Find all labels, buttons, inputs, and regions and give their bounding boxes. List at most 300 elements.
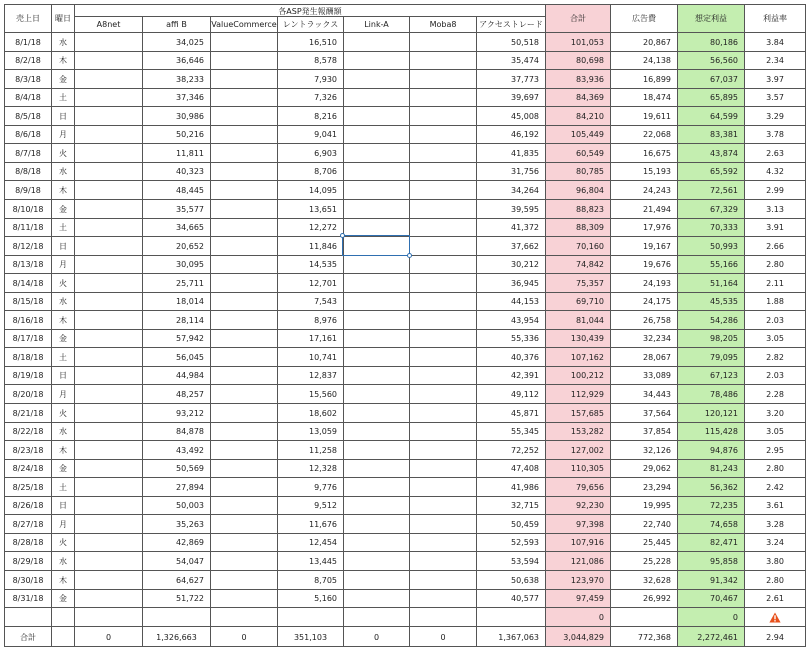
table-cell[interactable]	[610, 514, 677, 533]
table-cell[interactable]	[4, 236, 51, 255]
total-cell[interactable]	[4, 626, 51, 647]
table-cell[interactable]	[4, 477, 51, 496]
table-cell[interactable]	[744, 440, 806, 459]
table-cell[interactable]	[51, 422, 74, 440]
table-cell[interactable]	[476, 310, 545, 329]
table-cell[interactable]	[545, 607, 610, 626]
table-cell[interactable]	[142, 366, 210, 384]
table-cell[interactable]	[51, 199, 74, 218]
table-cell[interactable]	[210, 422, 277, 440]
table-cell[interactable]	[210, 496, 277, 514]
table-cell[interactable]	[545, 533, 610, 551]
table-cell[interactable]	[142, 422, 210, 440]
table-cell[interactable]	[51, 125, 74, 143]
table-cell[interactable]	[677, 422, 744, 440]
table-cell[interactable]	[545, 199, 610, 218]
table-cell[interactable]	[277, 440, 343, 459]
table-cell[interactable]	[677, 125, 744, 143]
table-cell[interactable]	[4, 32, 51, 51]
table-cell[interactable]	[51, 255, 74, 273]
table-cell[interactable]	[610, 329, 677, 347]
table-cell[interactable]	[476, 255, 545, 273]
table-cell[interactable]	[142, 459, 210, 477]
table-cell[interactable]	[677, 589, 744, 607]
table-cell[interactable]	[277, 607, 343, 626]
table-cell[interactable]	[51, 236, 74, 255]
table-cell[interactable]	[409, 477, 476, 496]
table-cell[interactable]	[610, 347, 677, 366]
table-cell[interactable]	[210, 551, 277, 570]
table-cell[interactable]	[142, 551, 210, 570]
total-cell[interactable]	[210, 626, 277, 647]
table-cell[interactable]	[51, 51, 74, 69]
table-cell[interactable]	[476, 143, 545, 162]
table-cell[interactable]	[409, 514, 476, 533]
table-cell[interactable]	[343, 384, 409, 403]
table-cell[interactable]	[4, 218, 51, 236]
table-cell[interactable]	[476, 51, 545, 69]
table-cell[interactable]	[4, 459, 51, 477]
table-cell[interactable]	[74, 32, 142, 51]
table-cell[interactable]	[51, 32, 74, 51]
table-cell[interactable]	[610, 218, 677, 236]
total-cell[interactable]	[545, 626, 610, 647]
table-cell[interactable]	[677, 180, 744, 199]
total-cell[interactable]	[409, 626, 476, 647]
table-cell[interactable]	[74, 310, 142, 329]
total-cell[interactable]	[343, 626, 409, 647]
table-cell[interactable]	[277, 106, 343, 125]
table-cell[interactable]	[210, 477, 277, 496]
table-cell[interactable]	[343, 88, 409, 106]
table-cell[interactable]	[476, 88, 545, 106]
table-cell[interactable]	[545, 514, 610, 533]
table-cell[interactable]	[545, 106, 610, 125]
table-cell[interactable]	[343, 32, 409, 51]
table-cell[interactable]	[476, 273, 545, 292]
table-cell[interactable]	[51, 403, 74, 422]
table-cell[interactable]	[545, 589, 610, 607]
table-cell[interactable]	[545, 51, 610, 69]
table-cell[interactable]	[545, 88, 610, 106]
table-cell[interactable]	[744, 292, 806, 310]
table-cell[interactable]	[210, 69, 277, 88]
table-cell[interactable]	[476, 551, 545, 570]
table-cell[interactable]	[610, 440, 677, 459]
table-cell[interactable]	[545, 384, 610, 403]
table-cell[interactable]	[476, 218, 545, 236]
table-cell[interactable]	[476, 32, 545, 51]
table-cell[interactable]	[343, 199, 409, 218]
table-cell[interactable]	[343, 347, 409, 366]
table-cell[interactable]	[744, 607, 806, 626]
table-cell[interactable]	[476, 422, 545, 440]
table-cell[interactable]	[610, 589, 677, 607]
table-cell[interactable]	[409, 255, 476, 273]
table-cell[interactable]	[610, 292, 677, 310]
table-cell[interactable]	[74, 51, 142, 69]
table-cell[interactable]	[4, 143, 51, 162]
table-cell[interactable]	[277, 422, 343, 440]
table-cell[interactable]	[677, 199, 744, 218]
table-cell[interactable]	[677, 88, 744, 106]
table-cell[interactable]	[4, 533, 51, 551]
table-cell[interactable]	[210, 459, 277, 477]
table-cell[interactable]	[74, 143, 142, 162]
table-cell[interactable]	[610, 32, 677, 51]
table-cell[interactable]	[409, 329, 476, 347]
table-cell[interactable]	[343, 477, 409, 496]
table-cell[interactable]	[277, 69, 343, 88]
table-cell[interactable]	[74, 347, 142, 366]
table-cell[interactable]	[677, 570, 744, 589]
table-cell[interactable]	[409, 69, 476, 88]
selected-cell[interactable]	[342, 235, 410, 256]
table-cell[interactable]	[409, 51, 476, 69]
table-cell[interactable]	[142, 32, 210, 51]
table-cell[interactable]	[142, 440, 210, 459]
table-cell[interactable]	[210, 125, 277, 143]
table-cell[interactable]	[277, 255, 343, 273]
table-cell[interactable]	[744, 180, 806, 199]
table-cell[interactable]	[343, 162, 409, 180]
table-cell[interactable]	[744, 570, 806, 589]
table-cell[interactable]	[277, 273, 343, 292]
table-cell[interactable]	[51, 551, 74, 570]
total-cell[interactable]	[277, 626, 343, 647]
table-cell[interactable]	[142, 199, 210, 218]
table-cell[interactable]	[409, 422, 476, 440]
table-cell[interactable]	[677, 292, 744, 310]
table-cell[interactable]	[476, 496, 545, 514]
table-cell[interactable]	[343, 292, 409, 310]
table-cell[interactable]	[210, 533, 277, 551]
table-cell[interactable]	[343, 180, 409, 199]
table-cell[interactable]	[51, 218, 74, 236]
table-cell[interactable]	[277, 533, 343, 551]
table-cell[interactable]	[545, 273, 610, 292]
table-cell[interactable]	[142, 570, 210, 589]
total-cell[interactable]	[74, 626, 142, 647]
table-cell[interactable]	[4, 422, 51, 440]
table-cell[interactable]	[142, 477, 210, 496]
table-cell[interactable]	[210, 106, 277, 125]
table-cell[interactable]	[4, 88, 51, 106]
table-cell[interactable]	[277, 32, 343, 51]
table-cell[interactable]	[277, 570, 343, 589]
table-cell[interactable]	[409, 607, 476, 626]
table-cell[interactable]	[210, 255, 277, 273]
table-cell[interactable]	[74, 551, 142, 570]
table-cell[interactable]	[677, 218, 744, 236]
table-cell[interactable]	[343, 366, 409, 384]
table-cell[interactable]	[744, 218, 806, 236]
table-cell[interactable]	[210, 310, 277, 329]
table-cell[interactable]	[277, 384, 343, 403]
table-cell[interactable]	[277, 366, 343, 384]
table-cell[interactable]	[476, 106, 545, 125]
table-cell[interactable]	[476, 69, 545, 88]
table-cell[interactable]	[4, 347, 51, 366]
table-cell[interactable]	[74, 125, 142, 143]
table-cell[interactable]	[142, 607, 210, 626]
table-cell[interactable]	[74, 162, 142, 180]
table-cell[interactable]	[343, 329, 409, 347]
table-cell[interactable]	[677, 255, 744, 273]
table-cell[interactable]	[744, 496, 806, 514]
table-cell[interactable]	[74, 218, 142, 236]
table-cell[interactable]	[343, 440, 409, 459]
table-cell[interactable]	[409, 384, 476, 403]
table-cell[interactable]	[409, 32, 476, 51]
table-cell[interactable]	[277, 162, 343, 180]
table-cell[interactable]	[409, 106, 476, 125]
table-cell[interactable]	[210, 366, 277, 384]
table-cell[interactable]	[343, 459, 409, 477]
table-cell[interactable]	[545, 218, 610, 236]
table-cell[interactable]	[610, 273, 677, 292]
table-cell[interactable]	[4, 384, 51, 403]
selection-handle-bottom-right[interactable]	[407, 253, 412, 258]
table-cell[interactable]	[210, 589, 277, 607]
table-cell[interactable]	[677, 366, 744, 384]
table-cell[interactable]	[74, 199, 142, 218]
table-cell[interactable]	[610, 403, 677, 422]
table-cell[interactable]	[545, 459, 610, 477]
table-cell[interactable]	[277, 403, 343, 422]
table-cell[interactable]	[74, 422, 142, 440]
table-cell[interactable]	[51, 292, 74, 310]
table-cell[interactable]	[210, 32, 277, 51]
table-cell[interactable]	[74, 88, 142, 106]
table-cell[interactable]	[610, 496, 677, 514]
table-cell[interactable]	[343, 143, 409, 162]
table-cell[interactable]	[51, 310, 74, 329]
table-cell[interactable]	[545, 422, 610, 440]
table-cell[interactable]	[744, 273, 806, 292]
table-cell[interactable]	[545, 69, 610, 88]
table-cell[interactable]	[277, 459, 343, 477]
table-cell[interactable]	[610, 69, 677, 88]
table-cell[interactable]	[210, 329, 277, 347]
table-cell[interactable]	[476, 292, 545, 310]
table-cell[interactable]	[142, 51, 210, 69]
table-cell[interactable]	[545, 236, 610, 255]
table-cell[interactable]	[51, 459, 74, 477]
table-cell[interactable]	[545, 551, 610, 570]
table-cell[interactable]	[4, 310, 51, 329]
table-cell[interactable]	[74, 384, 142, 403]
table-cell[interactable]	[51, 366, 74, 384]
table-cell[interactable]	[210, 514, 277, 533]
table-cell[interactable]	[142, 496, 210, 514]
table-cell[interactable]	[277, 292, 343, 310]
table-cell[interactable]	[4, 106, 51, 125]
table-cell[interactable]	[142, 273, 210, 292]
table-cell[interactable]	[409, 589, 476, 607]
table-cell[interactable]	[51, 329, 74, 347]
table-cell[interactable]	[210, 570, 277, 589]
table-cell[interactable]	[476, 403, 545, 422]
table-cell[interactable]	[4, 329, 51, 347]
table-cell[interactable]	[744, 199, 806, 218]
table-cell[interactable]	[142, 106, 210, 125]
table-cell[interactable]	[277, 347, 343, 366]
table-cell[interactable]	[343, 570, 409, 589]
table-cell[interactable]	[545, 125, 610, 143]
table-cell[interactable]	[476, 236, 545, 255]
table-cell[interactable]	[4, 180, 51, 199]
table-cell[interactable]	[545, 329, 610, 347]
table-cell[interactable]	[74, 607, 142, 626]
table-cell[interactable]	[744, 88, 806, 106]
table-cell[interactable]	[74, 589, 142, 607]
total-cell[interactable]	[677, 626, 744, 647]
table-cell[interactable]	[677, 106, 744, 125]
table-cell[interactable]	[476, 347, 545, 366]
table-cell[interactable]	[277, 477, 343, 496]
table-cell[interactable]	[409, 440, 476, 459]
table-cell[interactable]	[610, 125, 677, 143]
table-cell[interactable]	[610, 384, 677, 403]
table-cell[interactable]	[74, 459, 142, 477]
table-cell[interactable]	[744, 589, 806, 607]
table-cell[interactable]	[744, 255, 806, 273]
table-cell[interactable]	[677, 477, 744, 496]
table-cell[interactable]	[277, 589, 343, 607]
table-cell[interactable]	[142, 143, 210, 162]
table-cell[interactable]	[343, 422, 409, 440]
table-cell[interactable]	[677, 347, 744, 366]
table-cell[interactable]	[277, 143, 343, 162]
table-cell[interactable]	[51, 384, 74, 403]
table-cell[interactable]	[343, 218, 409, 236]
table-cell[interactable]	[277, 218, 343, 236]
table-cell[interactable]	[51, 514, 74, 533]
table-cell[interactable]	[343, 514, 409, 533]
total-cell[interactable]	[476, 626, 545, 647]
table-cell[interactable]	[210, 236, 277, 255]
table-cell[interactable]	[409, 236, 476, 255]
table-cell[interactable]	[409, 347, 476, 366]
table-cell[interactable]	[142, 218, 210, 236]
table-cell[interactable]	[610, 366, 677, 384]
table-cell[interactable]	[476, 533, 545, 551]
table-cell[interactable]	[476, 162, 545, 180]
table-cell[interactable]	[210, 88, 277, 106]
table-cell[interactable]	[677, 236, 744, 255]
table-cell[interactable]	[409, 551, 476, 570]
table-cell[interactable]	[409, 218, 476, 236]
table-cell[interactable]	[51, 273, 74, 292]
table-cell[interactable]	[343, 125, 409, 143]
table-cell[interactable]	[610, 533, 677, 551]
table-cell[interactable]	[343, 106, 409, 125]
table-cell[interactable]	[210, 273, 277, 292]
table-cell[interactable]	[210, 180, 277, 199]
table-cell[interactable]	[343, 589, 409, 607]
table-cell[interactable]	[4, 440, 51, 459]
table-cell[interactable]	[545, 162, 610, 180]
table-cell[interactable]	[610, 88, 677, 106]
table-cell[interactable]	[343, 310, 409, 329]
table-cell[interactable]	[142, 125, 210, 143]
table-cell[interactable]	[744, 51, 806, 69]
table-cell[interactable]	[51, 496, 74, 514]
table-cell[interactable]	[142, 236, 210, 255]
table-cell[interactable]	[409, 143, 476, 162]
table-cell[interactable]	[677, 310, 744, 329]
table-cell[interactable]	[409, 180, 476, 199]
table-cell[interactable]	[744, 422, 806, 440]
table-cell[interactable]	[610, 162, 677, 180]
table-cell[interactable]	[476, 125, 545, 143]
table-cell[interactable]	[277, 180, 343, 199]
table-cell[interactable]	[74, 496, 142, 514]
table-cell[interactable]	[4, 273, 51, 292]
table-cell[interactable]	[74, 180, 142, 199]
table-cell[interactable]	[4, 607, 51, 626]
table-cell[interactable]	[476, 199, 545, 218]
table-cell[interactable]	[277, 496, 343, 514]
table-cell[interactable]	[74, 514, 142, 533]
table-cell[interactable]	[74, 236, 142, 255]
table-cell[interactable]	[51, 607, 74, 626]
table-cell[interactable]	[744, 403, 806, 422]
table-cell[interactable]	[744, 162, 806, 180]
table-cell[interactable]	[409, 570, 476, 589]
table-cell[interactable]	[476, 607, 545, 626]
total-cell[interactable]	[744, 626, 806, 647]
table-cell[interactable]	[744, 106, 806, 125]
table-cell[interactable]	[677, 273, 744, 292]
table-cell[interactable]	[277, 236, 343, 255]
table-cell[interactable]	[677, 143, 744, 162]
table-cell[interactable]	[210, 440, 277, 459]
table-cell[interactable]	[744, 514, 806, 533]
table-cell[interactable]	[476, 329, 545, 347]
table-cell[interactable]	[677, 514, 744, 533]
table-cell[interactable]	[74, 366, 142, 384]
table-cell[interactable]	[545, 440, 610, 459]
table-cell[interactable]	[4, 162, 51, 180]
table-cell[interactable]	[476, 570, 545, 589]
table-cell[interactable]	[744, 477, 806, 496]
table-cell[interactable]	[677, 459, 744, 477]
table-cell[interactable]	[545, 310, 610, 329]
table-cell[interactable]	[277, 329, 343, 347]
table-cell[interactable]	[51, 143, 74, 162]
table-cell[interactable]	[545, 366, 610, 384]
table-cell[interactable]	[51, 440, 74, 459]
table-cell[interactable]	[277, 88, 343, 106]
table-cell[interactable]	[744, 143, 806, 162]
table-cell[interactable]	[610, 236, 677, 255]
table-cell[interactable]	[4, 51, 51, 69]
table-cell[interactable]	[610, 310, 677, 329]
table-cell[interactable]	[677, 607, 744, 626]
table-cell[interactable]	[409, 310, 476, 329]
table-cell[interactable]	[74, 329, 142, 347]
table-cell[interactable]	[610, 51, 677, 69]
table-cell[interactable]	[476, 459, 545, 477]
table-cell[interactable]	[677, 551, 744, 570]
table-cell[interactable]	[409, 366, 476, 384]
table-cell[interactable]	[74, 403, 142, 422]
table-cell[interactable]	[343, 51, 409, 69]
table-cell[interactable]	[210, 384, 277, 403]
table-cell[interactable]	[74, 273, 142, 292]
